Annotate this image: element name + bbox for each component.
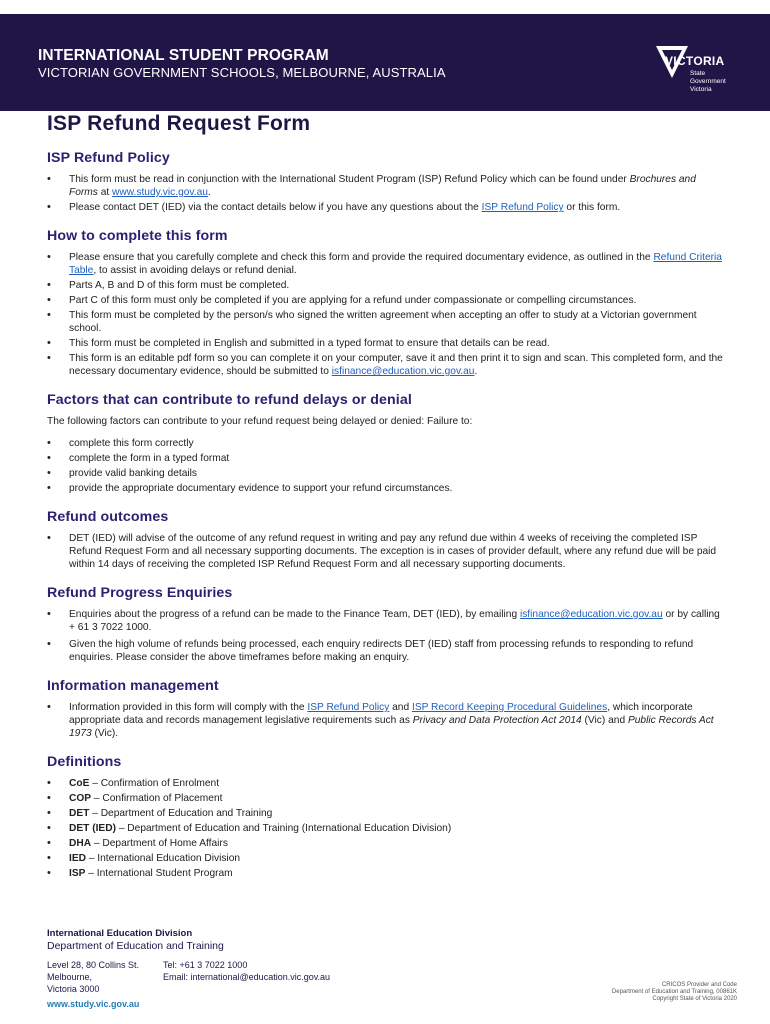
victoria-logo: [650, 44, 750, 106]
refund-criteria-table-link[interactable]: Refund Criteria Table: [69, 252, 722, 276]
list-item: • Parts A, B and D of this form must be completed.: [47, 279, 727, 292]
list-item: • DET – Department of Education and Training: [47, 807, 727, 820]
footer-address: Level 28, 80 Collins St. Melbourne, Victoria 3000: [47, 960, 140, 994]
footer-contact: [163, 959, 330, 983]
section-heading: Refund Progress Enquiries: [47, 585, 233, 601]
section-heading: ISP Refund Policy: [47, 150, 170, 166]
list-item: • Part C of this form must only be completed if you are applying for a refund under compassionate or compelling circumstances.: [47, 294, 727, 307]
footer-cricos: CRICOS Provider and Code Department of Education and Training, 00861K Copyright State of Victoria 2020: [611, 982, 737, 1002]
program-title: INTERNATIONAL STUDENT PROGRAM: [38, 47, 329, 64]
list-item: • Please contact DET (IED) via the contact details below if you have any questions about the ISP Refund Policy or this form.: [47, 201, 727, 214]
list-item: • This form must be read in conjunction with the International Student Program (ISP) Refund Policy which can be found under Brochures and Forms at www.study.vic.gov.au.: [47, 173, 727, 199]
header-banner: [0, 14, 770, 111]
list-item: • COP – Confirmation of Placement: [47, 792, 727, 805]
section-information-management: [47, 678, 727, 740]
section-factors: [47, 392, 727, 495]
study-website-link[interactable]: www.study.vic.gov.au: [112, 187, 208, 198]
list-item: • DET (IED) will advise of the outcome of any refund request in writing and pay any refund due within 4 weeks of receiving the completed ISP Refund Request Form and all necessary supporting documents. The exception is in cases of provider default, where any refund due will be paid within 14 days of receiving the completed ISP Refund Request Form and all necessary supporting documents.: [47, 532, 727, 571]
list-item: • provide valid banking details: [47, 467, 727, 480]
form-content: [47, 150, 727, 894]
section-definitions: [47, 754, 727, 880]
list-item: • This form must be completed in English and submitted in a typed format to ensure that details can be read.: [47, 337, 727, 350]
footer-phone: Tel: +61 3 7022 1000: [163, 960, 248, 970]
page-footer: [47, 928, 737, 1018]
refund-policy-link[interactable]: ISP Refund Policy: [307, 702, 390, 713]
list-item: • Enquiries about the progress of a refund can be made to the Finance Team, DET (IED), by emailing isfinance@education.vic.gov.au or by calling + 61 3 7022 1000.: [47, 608, 727, 634]
list-item: • Please ensure that you carefully complete and check this form and provide the required documentary evidence, as outlined in the Refund Criteria Table, to assist in avoiding delays or refund denial.: [47, 251, 727, 277]
list-item: • complete the form in a typed format: [47, 452, 727, 465]
footer-dept: Department of Education and Training: [47, 940, 224, 952]
list-item: • ISP – International Student Program: [47, 867, 727, 880]
finance-email-link[interactable]: isfinance@education.vic.gov.au: [519, 609, 663, 620]
list-item: • Information provided in this form will comply with the ISP Refund Policy and ISP Record Keeping Procedural Guidelines, which incorporate appropriate data and records management legislative requirements such as Privacy and Data Protection Act 2014 (Vic) and Public Records Act 1973 (Vic).: [47, 701, 727, 740]
victoria-triangle-icon: [654, 44, 690, 102]
list-item: • DET (IED) – Department of Education and Training (International Education Division): [47, 822, 727, 835]
list-item: • DHA – Department of Home Affairs: [47, 837, 727, 850]
section-heading: How to complete this form: [47, 228, 228, 244]
logo-name: VICTORIA: [665, 54, 725, 68]
finance-email-link[interactable]: isfinance@education.vic.gov.au: [331, 366, 475, 377]
section-how-to-complete: [47, 228, 727, 378]
footer-website-link[interactable]: www.study.vic.gov.au: [47, 999, 140, 1009]
list-item: • CoE – Confirmation of Enrolment: [47, 777, 727, 790]
list-item: • This form is an editable pdf form so you can complete it on your computer, save it and then print it to sign and scan. This completed form, and the necessary documentary evidence, should be submitted to isfinance@education.vic.gov.au.: [47, 352, 727, 378]
footer-org: International Education Division: [47, 928, 193, 939]
logo-subtitle: State Government Victoria: [690, 70, 726, 93]
section-refund-policy: [47, 150, 727, 214]
footer-email: Email: international@education.vic.gov.au: [163, 972, 331, 982]
list-item: • IED – International Education Division: [47, 852, 727, 865]
section-progress-enquiries: [47, 585, 727, 664]
section-heading: Definitions: [47, 754, 122, 770]
record-keeping-guidelines-link[interactable]: ISP Record Keeping Procedural Guidelines: [411, 702, 608, 713]
refund-policy-link[interactable]: ISP Refund Policy: [481, 202, 564, 213]
program-subtitle: VICTORIAN GOVERNMENT SCHOOLS, MELBOURNE, AUSTRALIA: [38, 65, 446, 80]
section-heading: Factors that can contribute to refund delays or denial: [47, 392, 412, 408]
list-item: • This form must be completed by the person/s who signed the written agreement when accepting an offer to study at a Victorian government school.: [47, 309, 727, 335]
list-item: • complete this form correctly: [47, 437, 727, 450]
page-title: ISP Refund Request Form: [47, 112, 311, 135]
section-heading: Refund outcomes: [47, 509, 169, 525]
list-item: • Given the high volume of refunds being processed, each enquiry redirects DET (IED) staff from processing refunds to responding to refund enquiries. Please consider the above timeframes before making an enquiry.: [47, 638, 727, 664]
section-refund-outcomes: [47, 509, 727, 571]
section-heading: Information management: [47, 678, 219, 694]
factors-lead: The following factors can contribute to your refund request being delayed or denied: Failure to:: [47, 416, 473, 427]
list-item: • provide the appropriate documentary evidence to support your refund circumstances.: [47, 482, 727, 495]
